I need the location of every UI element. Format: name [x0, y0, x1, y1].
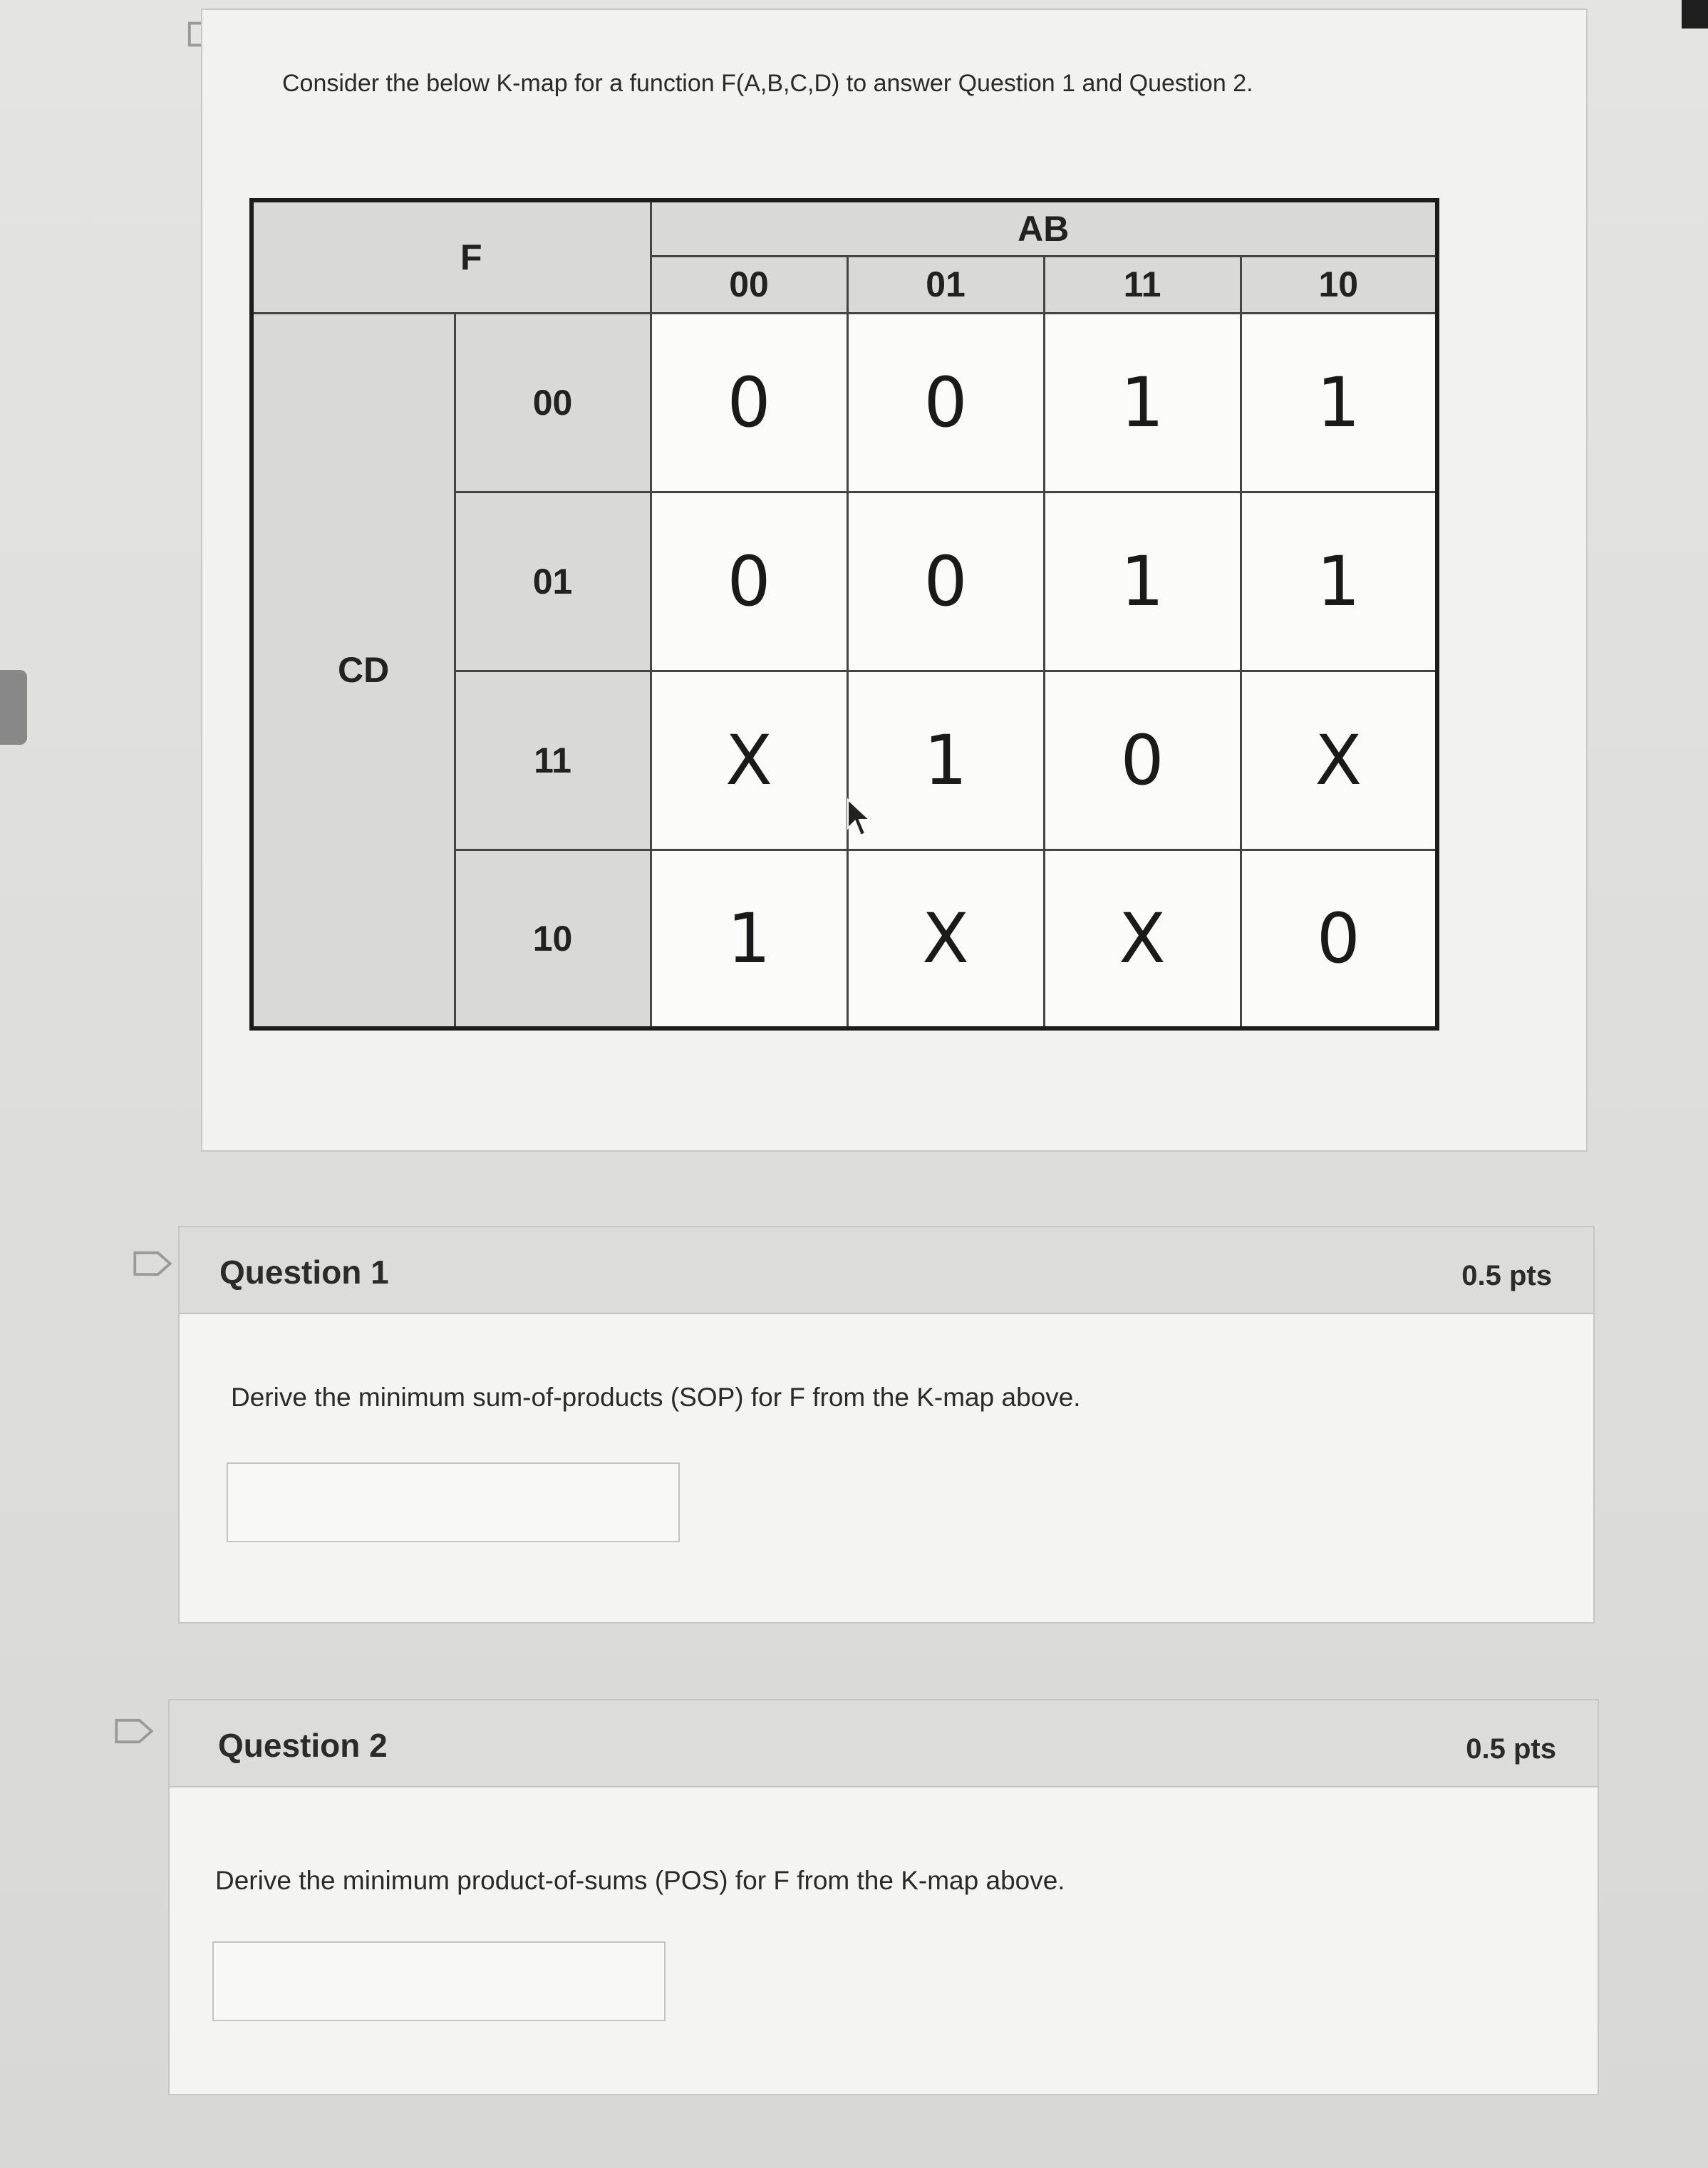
kmap-cell: 1: [651, 850, 847, 1028]
kmap-cell: 0: [847, 492, 1044, 671]
screen-edge-shadow: [1682, 0, 1708, 29]
kmap-column-header: 00: [651, 256, 847, 313]
flag-question-icon[interactable]: [131, 1250, 174, 1277]
question-1-panel: [178, 1226, 1595, 1624]
kmap-row-variable-label: CD: [252, 313, 455, 1028]
kmap-cell: X: [651, 671, 847, 850]
kmap-cell: 0: [1241, 850, 1437, 1028]
kmap-row-header: 01: [455, 492, 651, 671]
kmap-cell: X: [1241, 671, 1437, 850]
question-2-title: Question 2: [218, 1727, 388, 1764]
kmap-column-header: 10: [1241, 256, 1437, 313]
question-1-answer-input[interactable]: [227, 1462, 680, 1542]
kmap-column-variable-label: AB: [651, 200, 1437, 256]
kmap-cell: X: [847, 850, 1044, 1028]
kmap-column-header: 01: [847, 256, 1044, 313]
question-1-header: [180, 1227, 1593, 1314]
question-2-panel: [168, 1699, 1599, 2095]
kmap-column-header: 11: [1044, 256, 1241, 313]
question-1-prompt: Derive the minimum sum-of-products (SOP) for F from the K-map above.: [231, 1383, 1081, 1412]
question-1-points: 0.5 pts: [1461, 1260, 1552, 1291]
kmap-row-header: 10: [455, 850, 651, 1028]
kmap-cell: 0: [847, 313, 1044, 492]
kmap-cell: X: [1044, 850, 1241, 1028]
mouse-cursor-icon: [845, 798, 871, 841]
kmap-row-header: 11: [455, 671, 651, 850]
kmap-cell: 0: [651, 492, 847, 671]
kmap-cell: 1: [1241, 313, 1437, 492]
kmap-cell: 1: [1044, 313, 1241, 492]
kmap-table-container: [249, 198, 1435, 1026]
kmap-cell: 1: [1044, 492, 1241, 671]
question-2-answer-input[interactable]: [212, 1941, 666, 2021]
kmap-cell: 1: [1241, 492, 1437, 671]
sidebar-collapse-tab[interactable]: [0, 670, 27, 745]
flag-question-icon[interactable]: [113, 1718, 155, 1745]
intro-text: Consider the below K-map for a function F(A,B,C,D) to answer Question 1 and Question 2.: [282, 70, 1253, 97]
question-1-title: Question 1: [219, 1254, 389, 1291]
kmap-function-label: F: [252, 200, 651, 313]
kmap-cell: 1: [847, 671, 1044, 850]
kmap-cell: 0: [651, 313, 847, 492]
question-2-prompt: Derive the minimum product-of-sums (POS) for F from the K-map above.: [215, 1866, 1065, 1895]
kmap-table: [249, 198, 1439, 1031]
question-2-header: [170, 1700, 1598, 1787]
kmap-row-header: 00: [455, 313, 651, 492]
question-2-points: 0.5 pts: [1466, 1733, 1556, 1765]
kmap-cell: 0: [1044, 671, 1241, 850]
